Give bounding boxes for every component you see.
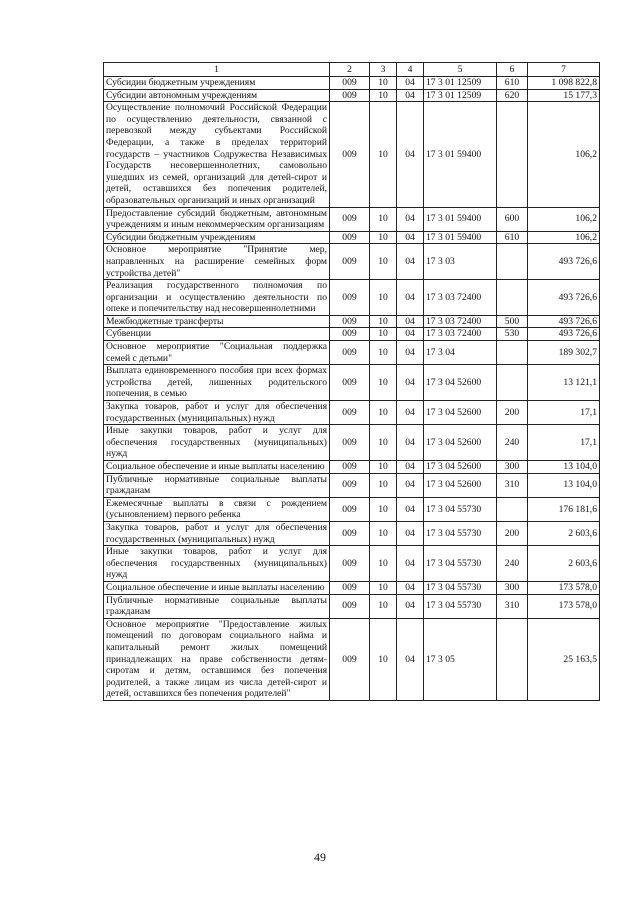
row-name: Осуществление полномочий Российской Федерации по осуществлению деятельности, связанной с перевозкой между субъектами Российской Федерации, а также в пределах территорий государств – участников Содружества Независимых Государств несовершеннолетних, самовольно ушедших из семей, организаций для детей-сирот и детей, оставшихся без попечения родителей, образовательных организаций и иных организаций bbox=[104, 102, 330, 207]
target-article: 17 3 04 52600 bbox=[424, 461, 497, 474]
subsection-code: 04 bbox=[397, 102, 424, 207]
row-name: Публичные нормативные социальные выплаты гражданам bbox=[104, 594, 330, 618]
section-code: 10 bbox=[370, 244, 397, 280]
subsection-code: 04 bbox=[397, 207, 424, 231]
section-code: 10 bbox=[370, 280, 397, 316]
ministry-code: 009 bbox=[330, 315, 370, 328]
ministry-code: 009 bbox=[330, 618, 370, 700]
subsection-code: 04 bbox=[397, 341, 424, 365]
row-name: Социальное обеспечение и иные выплаты населению bbox=[104, 461, 330, 474]
row-name: Субвенции bbox=[104, 328, 330, 341]
target-article: 17 3 01 59400 bbox=[424, 207, 497, 231]
table-row bbox=[104, 280, 600, 316]
ministry-code: 009 bbox=[330, 521, 370, 545]
amount: 17,1 bbox=[528, 401, 600, 425]
ministry-code: 009 bbox=[330, 341, 370, 365]
table-row bbox=[104, 594, 600, 618]
subsection-code: 04 bbox=[397, 231, 424, 244]
subsection-code: 04 bbox=[397, 328, 424, 341]
table-row bbox=[104, 497, 600, 521]
subsection-code: 04 bbox=[397, 425, 424, 461]
table-row bbox=[104, 473, 600, 497]
ministry-code: 009 bbox=[330, 461, 370, 474]
table-row bbox=[104, 102, 600, 207]
expense-type: 200 bbox=[497, 401, 528, 425]
table-row bbox=[104, 521, 600, 545]
amount: 13 121,1 bbox=[528, 365, 600, 401]
ministry-code: 009 bbox=[330, 89, 370, 102]
table-row bbox=[104, 315, 600, 328]
expense-type bbox=[497, 102, 528, 207]
table-row bbox=[104, 401, 600, 425]
row-name: Субсидии бюджетным учреждениям bbox=[104, 77, 330, 90]
expense-type: 610 bbox=[497, 231, 528, 244]
target-article: 17 3 04 55730 bbox=[424, 546, 497, 582]
row-name: Социальное обеспечение и иные выплаты населению bbox=[104, 581, 330, 594]
subsection-code: 04 bbox=[397, 473, 424, 497]
column-header-5: 5 bbox=[424, 63, 497, 77]
table-row bbox=[104, 581, 600, 594]
target-article: 17 3 04 52600 bbox=[424, 365, 497, 401]
section-code: 10 bbox=[370, 365, 397, 401]
target-article: 17 3 04 55730 bbox=[424, 497, 497, 521]
target-article: 17 3 03 72400 bbox=[424, 315, 497, 328]
table-row bbox=[104, 341, 600, 365]
row-name: Иные закупки товаров, работ и услуг для обеспечения государственных (муниципальных) нужд bbox=[104, 425, 330, 461]
target-article: 17 3 01 12509 bbox=[424, 89, 497, 102]
section-code: 10 bbox=[370, 473, 397, 497]
target-article: 17 3 01 59400 bbox=[424, 102, 497, 207]
subsection-code: 04 bbox=[397, 546, 424, 582]
amount: 173 578,0 bbox=[528, 581, 600, 594]
column-header-2: 2 bbox=[330, 63, 370, 77]
row-name: Основное мероприятие "Принятие мер, направленных на расширение семейных форм устройства детей" bbox=[104, 244, 330, 280]
table-row bbox=[104, 461, 600, 474]
section-code: 10 bbox=[370, 89, 397, 102]
table-row bbox=[104, 231, 600, 244]
subsection-code: 04 bbox=[397, 618, 424, 700]
row-name: Реализация государственного полномочия по организации и осуществлению деятельности по опеке и попечительству над несовершеннолетними bbox=[104, 280, 330, 316]
page-number: 49 bbox=[314, 850, 326, 864]
ministry-code: 009 bbox=[330, 425, 370, 461]
row-name: Межбюджетные трансферты bbox=[104, 315, 330, 328]
target-article: 17 3 04 52600 bbox=[424, 425, 497, 461]
amount: 176 181,6 bbox=[528, 497, 600, 521]
column-header-7: 7 bbox=[528, 63, 600, 77]
expense-type: 240 bbox=[497, 546, 528, 582]
subsection-code: 04 bbox=[397, 365, 424, 401]
column-header-3: 3 bbox=[370, 63, 397, 77]
amount: 173 578,0 bbox=[528, 594, 600, 618]
section-code: 10 bbox=[370, 231, 397, 244]
amount: 493 726,6 bbox=[528, 328, 600, 341]
amount: 13 104,0 bbox=[528, 461, 600, 474]
table-body bbox=[104, 77, 600, 701]
ministry-code: 009 bbox=[330, 581, 370, 594]
target-article: 17 3 03 72400 bbox=[424, 280, 497, 316]
row-name: Иные закупки товаров, работ и услуг для обеспечения государственных (муниципальных) нужд bbox=[104, 546, 330, 582]
section-code: 10 bbox=[370, 315, 397, 328]
subsection-code: 04 bbox=[397, 280, 424, 316]
section-code: 10 bbox=[370, 328, 397, 341]
amount: 106,2 bbox=[528, 231, 600, 244]
section-code: 10 bbox=[370, 618, 397, 700]
target-article: 17 3 04 55730 bbox=[424, 521, 497, 545]
amount: 2 603,6 bbox=[528, 521, 600, 545]
amount: 1 098 822,8 bbox=[528, 77, 600, 90]
row-name: Субсидии бюджетным учреждениям bbox=[104, 231, 330, 244]
expense-type bbox=[497, 341, 528, 365]
target-article: 17 3 04 bbox=[424, 341, 497, 365]
amount: 106,2 bbox=[528, 207, 600, 231]
row-name: Основное мероприятие "Социальная поддержка семей с детьми" bbox=[104, 341, 330, 365]
expense-type: 300 bbox=[497, 581, 528, 594]
amount: 493 726,6 bbox=[528, 315, 600, 328]
row-name: Публичные нормативные социальные выплаты гражданам bbox=[104, 473, 330, 497]
ministry-code: 009 bbox=[330, 231, 370, 244]
table-row bbox=[104, 207, 600, 231]
amount: 17,1 bbox=[528, 425, 600, 461]
target-article: 17 3 01 59400 bbox=[424, 231, 497, 244]
section-code: 10 bbox=[370, 77, 397, 90]
subsection-code: 04 bbox=[397, 461, 424, 474]
subsection-code: 04 bbox=[397, 497, 424, 521]
expense-type bbox=[497, 365, 528, 401]
ministry-code: 009 bbox=[330, 328, 370, 341]
budget-table bbox=[103, 62, 600, 701]
target-article: 17 3 04 55730 bbox=[424, 594, 497, 618]
subsection-code: 04 bbox=[397, 594, 424, 618]
subsection-code: 04 bbox=[397, 581, 424, 594]
row-name: Закупка товаров, работ и услуг для обеспечения государственных (муниципальных) нужд bbox=[104, 521, 330, 545]
table-row bbox=[104, 77, 600, 90]
section-code: 10 bbox=[370, 102, 397, 207]
ministry-code: 009 bbox=[330, 594, 370, 618]
expense-type: 310 bbox=[497, 473, 528, 497]
expense-type: 310 bbox=[497, 594, 528, 618]
subsection-code: 04 bbox=[397, 89, 424, 102]
subsection-code: 04 bbox=[397, 401, 424, 425]
subsection-code: 04 bbox=[397, 244, 424, 280]
amount: 106,2 bbox=[528, 102, 600, 207]
amount: 15 177,3 bbox=[528, 89, 600, 102]
section-code: 10 bbox=[370, 594, 397, 618]
table-row bbox=[104, 89, 600, 102]
expense-type: 600 bbox=[497, 207, 528, 231]
expense-type: 300 bbox=[497, 461, 528, 474]
row-name: Основное мероприятие "Предоставление жилых помещений по договорам социального найма и капитальный ремонт жилых помещений принадлежащих на праве собственности детям-сиротам и детям, оставшимся без попечения родителей, а также лицам из числа детей-сирот и детей, оставшихся без попечения родителей" bbox=[104, 618, 330, 700]
expense-type: 610 bbox=[497, 77, 528, 90]
subsection-code: 04 bbox=[397, 77, 424, 90]
amount: 493 726,6 bbox=[528, 280, 600, 316]
table-row bbox=[104, 618, 600, 700]
table-row bbox=[104, 425, 600, 461]
section-code: 10 bbox=[370, 207, 397, 231]
row-name: Закупка товаров, работ и услуг для обеспечения государственных (муниципальных) нужд bbox=[104, 401, 330, 425]
row-name: Выплата единовременного пособия при всех формах устройства детей, лишенных родительского попечения, в семью bbox=[104, 365, 330, 401]
row-name: Ежемесячные выплаты в связи с рождением (усыновлением) первого ребенка bbox=[104, 497, 330, 521]
ministry-code: 009 bbox=[330, 401, 370, 425]
table-row bbox=[104, 328, 600, 341]
amount: 189 302,7 bbox=[528, 341, 600, 365]
row-name: Предоставление субсидий бюджетным, автономным учреждениям и иным некоммерческим организациям bbox=[104, 207, 330, 231]
column-header-6: 6 bbox=[497, 63, 528, 77]
expense-type: 200 bbox=[497, 521, 528, 545]
ministry-code: 009 bbox=[330, 473, 370, 497]
expense-type: 620 bbox=[497, 89, 528, 102]
target-article: 17 3 05 bbox=[424, 618, 497, 700]
header-row bbox=[104, 63, 600, 77]
section-code: 10 bbox=[370, 581, 397, 594]
expense-type bbox=[497, 618, 528, 700]
ministry-code: 009 bbox=[330, 546, 370, 582]
target-article: 17 3 03 72400 bbox=[424, 328, 497, 341]
amount: 493 726,6 bbox=[528, 244, 600, 280]
target-article: 17 3 01 12509 bbox=[424, 77, 497, 90]
section-code: 10 bbox=[370, 521, 397, 545]
target-article: 17 3 03 bbox=[424, 244, 497, 280]
section-code: 10 bbox=[370, 546, 397, 582]
ministry-code: 009 bbox=[330, 102, 370, 207]
section-code: 10 bbox=[370, 401, 397, 425]
amount: 13 104,0 bbox=[528, 473, 600, 497]
section-code: 10 bbox=[370, 425, 397, 461]
amount: 2 603,6 bbox=[528, 546, 600, 582]
expense-type: 500 bbox=[497, 315, 528, 328]
ministry-code: 009 bbox=[330, 365, 370, 401]
ministry-code: 009 bbox=[330, 244, 370, 280]
target-article: 17 3 04 52600 bbox=[424, 473, 497, 497]
expense-type: 530 bbox=[497, 328, 528, 341]
expense-type bbox=[497, 497, 528, 521]
target-article: 17 3 04 55730 bbox=[424, 581, 497, 594]
ministry-code: 009 bbox=[330, 280, 370, 316]
section-code: 10 bbox=[370, 461, 397, 474]
expense-type: 240 bbox=[497, 425, 528, 461]
ministry-code: 009 bbox=[330, 77, 370, 90]
target-article: 17 3 04 52600 bbox=[424, 401, 497, 425]
table-row bbox=[104, 546, 600, 582]
subsection-code: 04 bbox=[397, 315, 424, 328]
section-code: 10 bbox=[370, 497, 397, 521]
amount: 25 163,5 bbox=[528, 618, 600, 700]
ministry-code: 009 bbox=[330, 207, 370, 231]
expense-type bbox=[497, 244, 528, 280]
table-row bbox=[104, 244, 600, 280]
ministry-code: 009 bbox=[330, 497, 370, 521]
subsection-code: 04 bbox=[397, 521, 424, 545]
expense-type bbox=[497, 280, 528, 316]
table-row bbox=[104, 365, 600, 401]
column-header-1: 1 bbox=[104, 63, 330, 77]
row-name: Субсидии автономным учреждениям bbox=[104, 89, 330, 102]
column-header-4: 4 bbox=[397, 63, 424, 77]
section-code: 10 bbox=[370, 341, 397, 365]
